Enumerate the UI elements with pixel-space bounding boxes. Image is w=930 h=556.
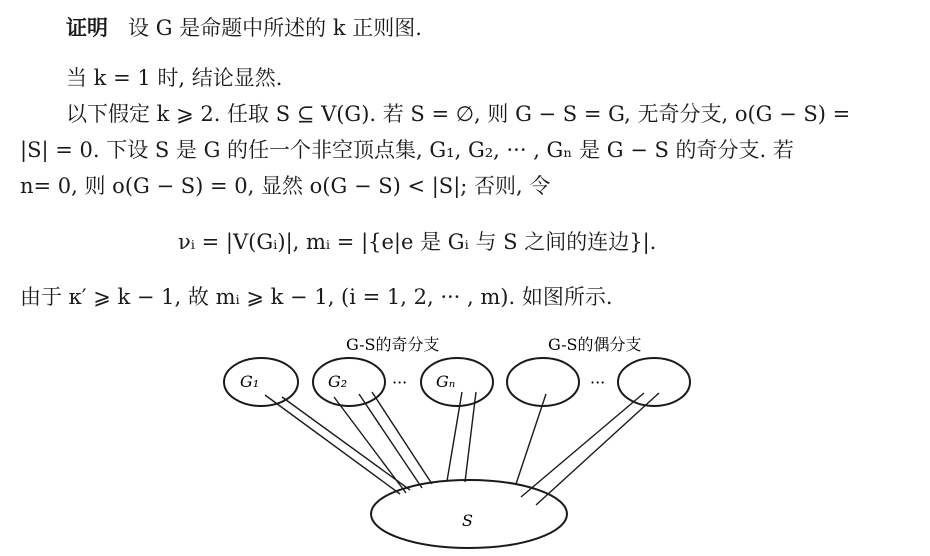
proof-line-4: |S| = 0. 下设 S 是 G 的任一个非空顶点集, G₁, G₂, ··· , Gₙ 是 G − S 的奇分支. 若 [20, 138, 794, 162]
edge [265, 395, 400, 494]
edge [282, 397, 410, 490]
proof-line-3: 以下假定 k ⩾ 2. 任取 S ⊆ V(G). 若 S = ∅, 则 G − S = G, 无奇分支, o(G − S) = [66, 102, 851, 126]
edge [536, 393, 659, 505]
node-g1 [224, 358, 298, 406]
node-gn-label: Gₙ [436, 372, 456, 391]
proof-line-6: 由于 κ′ ⩾ k − 1, 故 mᵢ ⩾ k − 1, (i = 1, 2, ··· , m). 如图所示. [20, 285, 613, 309]
node-g2 [313, 358, 385, 406]
node-gn [421, 358, 493, 406]
edges [265, 392, 659, 505]
edge [521, 393, 644, 497]
edge [359, 394, 422, 488]
edge [516, 394, 546, 484]
even-dots: ··· [590, 373, 606, 392]
definition-formula: νᵢ = |V(Gᵢ)|, mᵢ = |{e|e 是 Gᵢ 与 S 之间的连边}|. [178, 230, 657, 254]
edge [372, 392, 432, 484]
proof-heading: 证明 [66, 16, 108, 40]
node-even-2 [618, 358, 690, 406]
node-even-1 [507, 358, 579, 406]
node-s-label: S [462, 511, 473, 530]
node-g1-label: G₁ [240, 372, 260, 391]
node-g2-label: G₂ [328, 372, 348, 391]
odd-dots: ··· [392, 373, 408, 392]
proof-line-2: 当 k = 1 时, 结论显然. [66, 66, 283, 90]
even-components-label: G-S的偶分支 [548, 335, 642, 354]
odd-components-label: G-S的奇分支 [346, 335, 440, 354]
proof-line-1: 设 G 是命题中所述的 k 正则图. [128, 16, 422, 40]
proof-line-5: n= 0, 则 o(G − S) = 0, 显然 o(G − S) < |S|; 否则, 令 [20, 174, 551, 198]
